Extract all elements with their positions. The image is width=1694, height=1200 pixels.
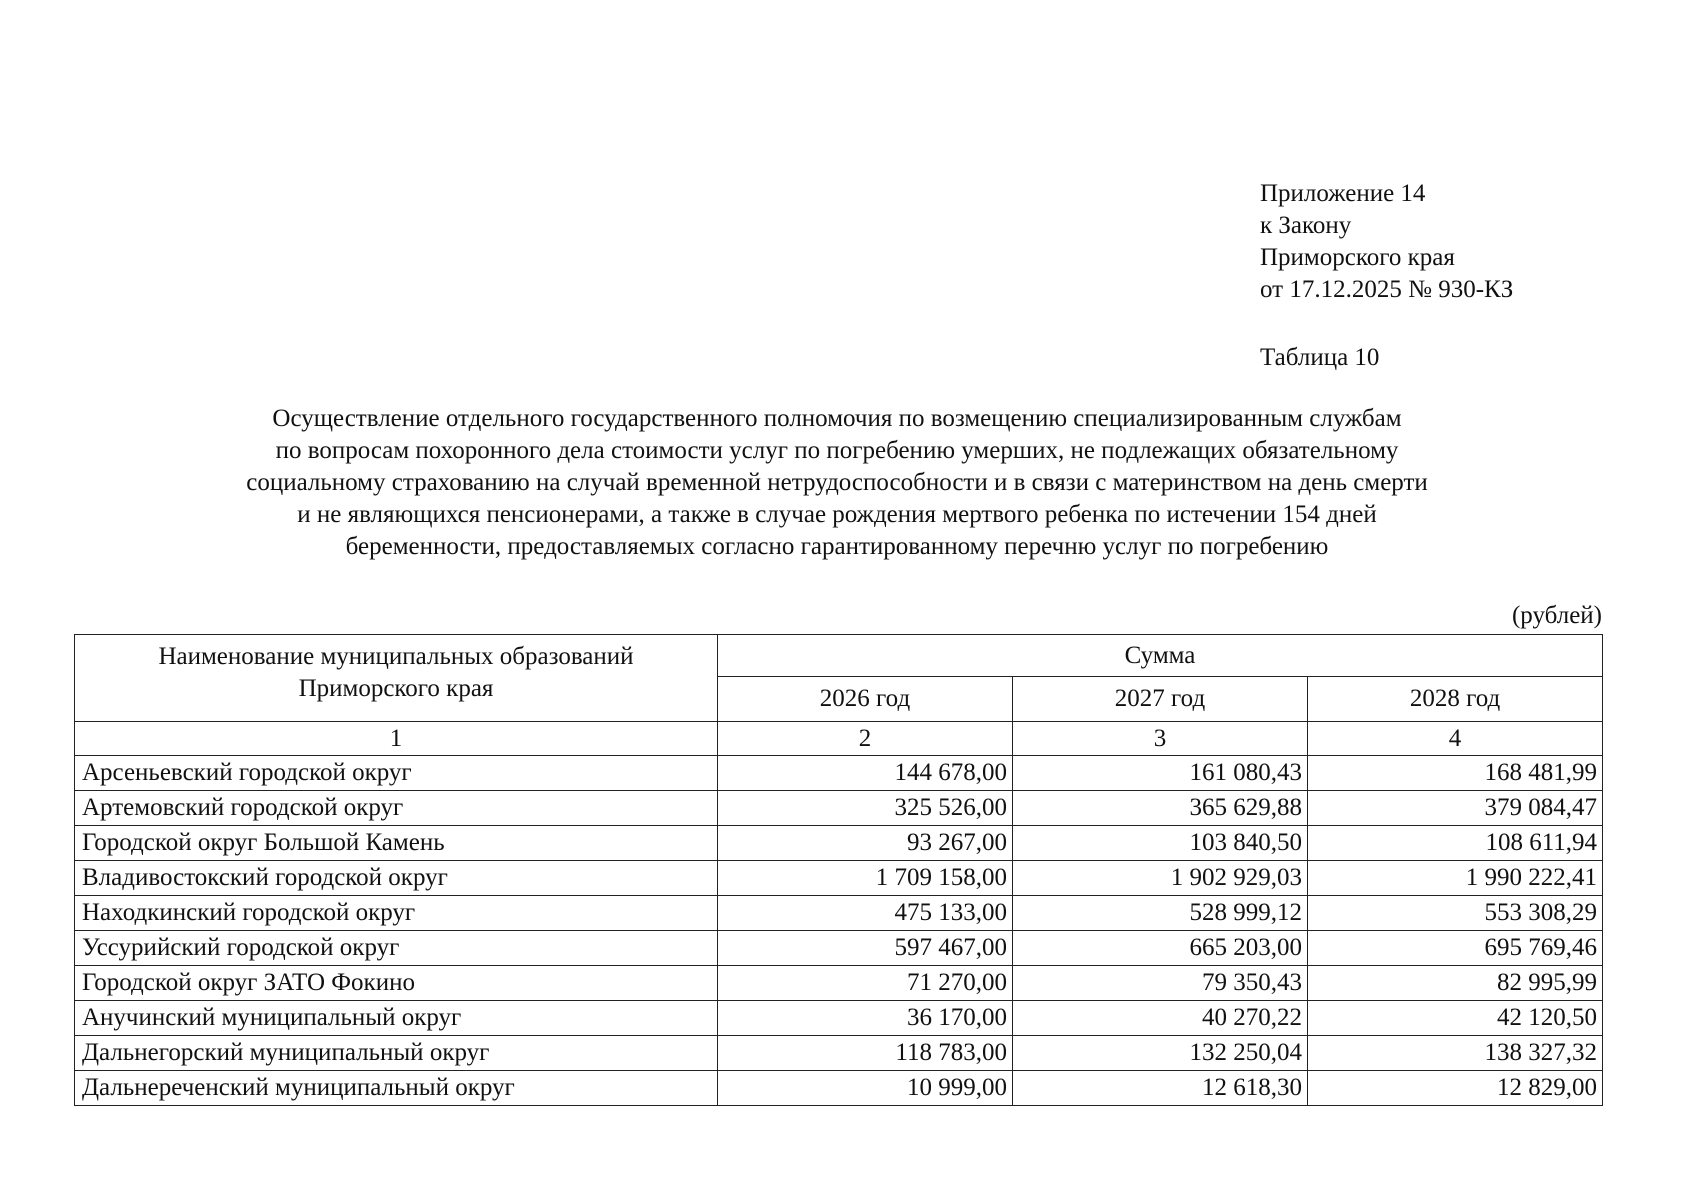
amount-2027: 103 840,50 (1013, 826, 1308, 861)
amount-2028: 379 084,47 (1308, 791, 1603, 826)
municipality-name: Артемовский городской округ (75, 791, 718, 826)
table-row (75, 791, 1603, 826)
title-line: социальному страхованию на случай временной нетрудоспособности и в связи с материнством на день смерти (246, 469, 1428, 496)
amount-2026: 118 783,00 (718, 1036, 1013, 1071)
table-number: Таблица 10 (1260, 344, 1380, 371)
title-line: Осуществление отдельного государственного полномочия по возмещению специализированным службам (272, 405, 1402, 432)
table-row (75, 931, 1603, 966)
table-row (75, 861, 1603, 896)
table-row (75, 1036, 1603, 1071)
title-line: и не являющихся пенсионерами, а также в случае рождения мертвого ребенка по истечении 154 дней (297, 501, 1377, 528)
appendix-reference (1260, 178, 1513, 306)
amount-2027: 40 270,22 (1013, 1001, 1308, 1036)
table-row (75, 826, 1603, 861)
municipality-name: Арсеньевский городской округ (75, 756, 718, 791)
amount-2027: 1 902 929,03 (1013, 861, 1308, 896)
amount-2028: 553 308,29 (1308, 896, 1603, 931)
header-year-2028: 2028 год (1308, 677, 1603, 722)
amount-2026: 325 526,00 (718, 791, 1013, 826)
amount-2028: 168 481,99 (1308, 756, 1603, 791)
header-municipality-line: Приморского края (298, 675, 494, 702)
amount-2028: 108 611,94 (1308, 826, 1603, 861)
municipality-name: Анучинский муниципальный округ (75, 1001, 718, 1036)
amount-2027: 12 618,30 (1013, 1071, 1308, 1106)
amount-2026: 475 133,00 (718, 896, 1013, 931)
header-municipality (75, 635, 718, 722)
column-number: 4 (1308, 722, 1603, 756)
table-row (75, 966, 1603, 1001)
amount-2028: 12 829,00 (1308, 1071, 1603, 1106)
municipality-name: Городской округ ЗАТО Фокино (75, 966, 718, 1001)
column-number: 1 (75, 722, 718, 756)
amount-2027: 161 080,43 (1013, 756, 1308, 791)
amount-2026: 36 170,00 (718, 1001, 1013, 1036)
municipality-name: Владивостокский городской округ (75, 861, 718, 896)
document-title (120, 403, 1554, 563)
amount-2028: 1 990 222,41 (1308, 861, 1603, 896)
amount-2026: 1 709 158,00 (718, 861, 1013, 896)
appendix-line: от 17.12.2025 № 930-КЗ (1260, 276, 1514, 303)
title-line: по вопросам похоронного дела стоимости услуг по погребению умерших, не подлежащих обязательному (275, 437, 1399, 464)
header-municipality-line: Наименование муниципальных образований (158, 643, 634, 670)
amount-2026: 144 678,00 (718, 756, 1013, 791)
header-year-2027: 2027 год (1013, 677, 1308, 722)
amount-2026: 93 267,00 (718, 826, 1013, 861)
amount-2028: 82 995,99 (1308, 966, 1603, 1001)
table-row (75, 1001, 1603, 1036)
amount-2027: 665 203,00 (1013, 931, 1308, 966)
column-number: 2 (718, 722, 1013, 756)
municipality-name: Дальнереченский муниципальный округ (75, 1071, 718, 1106)
amount-2028: 42 120,50 (1308, 1001, 1603, 1036)
appendix-line: Приморского края (1260, 244, 1455, 271)
table-row (75, 896, 1603, 931)
column-number: 3 (1013, 722, 1308, 756)
title-line: беременности, предоставляемых согласно гарантированному перечню услуг по погребению (345, 533, 1329, 560)
municipality-name: Городской округ Большой Камень (75, 826, 718, 861)
amount-2027: 79 350,43 (1013, 966, 1308, 1001)
municipality-name: Находкинский городской округ (75, 896, 718, 931)
table-row (75, 1071, 1603, 1106)
budget-table (74, 634, 1603, 1106)
amount-2028: 138 327,32 (1308, 1036, 1603, 1071)
amount-2028: 695 769,46 (1308, 931, 1603, 966)
header-sum: Сумма (718, 635, 1603, 677)
units-label: (рублей) (1511, 602, 1602, 629)
municipality-name: Уссурийский городской округ (75, 931, 718, 966)
table-row (75, 756, 1603, 791)
amount-2027: 365 629,88 (1013, 791, 1308, 826)
amount-2026: 10 999,00 (718, 1071, 1013, 1106)
column-number-row (75, 722, 1603, 756)
appendix-line: к Закону (1260, 212, 1352, 239)
amount-2027: 528 999,12 (1013, 896, 1308, 931)
amount-2027: 132 250,04 (1013, 1036, 1308, 1071)
amount-2026: 597 467,00 (718, 931, 1013, 966)
appendix-line: Приложение 14 (1260, 180, 1426, 207)
header-year-2026: 2026 год (718, 677, 1013, 722)
municipality-name: Дальнегорский муниципальный округ (75, 1036, 718, 1071)
amount-2026: 71 270,00 (718, 966, 1013, 1001)
